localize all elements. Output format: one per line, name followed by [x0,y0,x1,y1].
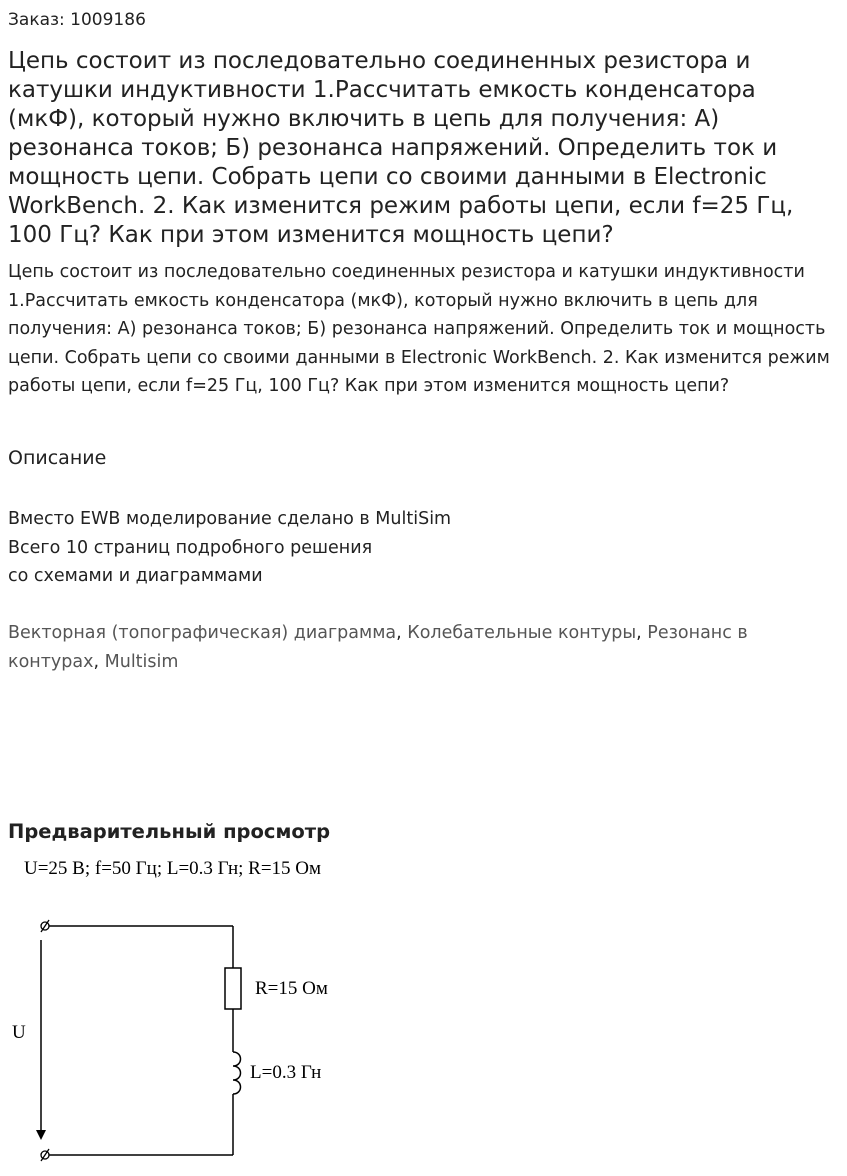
notes-block [8,505,451,591]
tags-list [8,619,838,676]
order-number: Заказ: 1009186 [8,10,146,30]
tag-separator: , [93,651,100,672]
page-title: Цепь состоит из последовательно соединенных резистора и катушки индуктивности 1.Рассчитать емкость конденсатора (мкФ), который нужно включить в цепь для получения: А) резонанса токов; Б) резонанса напряжений. Определить ток и мощность цепи. Собрать цепи со своими данными в Electronic WorkBench. 2. Как изменится режим работы цепи, если f=25 Гц, 100 Гц? Как при этом изменится мощность цепи? [8,48,794,248]
tag-link[interactable]: Колебательные контуры [407,623,637,643]
tag-separator: , [636,623,642,643]
note-line: Вместо EWB моделирование сделано в MultiSim [8,509,452,529]
circuit-parameters: U=25 В; f=50 Гц; L=0.3 Гн; R=15 Ом [24,858,322,879]
tag-link[interactable]: Резонанс в контурах [8,623,748,672]
resistor-label: R=15 Ом [255,978,328,999]
circuit-schematic [0,850,400,1170]
voltage-arrow-head-icon [36,1130,46,1140]
tag-link[interactable]: Векторная (топографическая) диаграмма [8,623,397,643]
inductor-symbol [233,1052,241,1094]
task-description: Цепь состоит из последовательно соединенных резистора и катушки индуктивности 1.Рассчитать емкость конденсатора (мкФ), который нужно включить в цепь для получения: А) резонанса токов; Б) резонанса напряжений. Определить ток и мощность цепи. Собрать цепи со своими данными в Electronic WorkBench. 2. Как изменится режим работы цепи, если f=25 Гц, 100 Гц? Как при этом изменится мощность цепи? [8,262,830,397]
bottom-terminal-icon [41,1149,49,1161]
note-line: Всего 10 страниц подробного решения [8,537,373,558]
resistor-symbol [225,968,241,1009]
top-terminal-icon [41,920,49,932]
tag-separator: , [396,623,402,643]
inductor-label: L=0.3 Гн [250,1062,322,1083]
description-section-label: Описание [8,447,107,469]
tag-link[interactable]: Multisim [104,651,179,672]
preview-heading: Предварительный просмотр [8,820,331,843]
voltage-label: U [12,1022,26,1043]
note-line: со схемами и диаграммами [8,566,263,586]
